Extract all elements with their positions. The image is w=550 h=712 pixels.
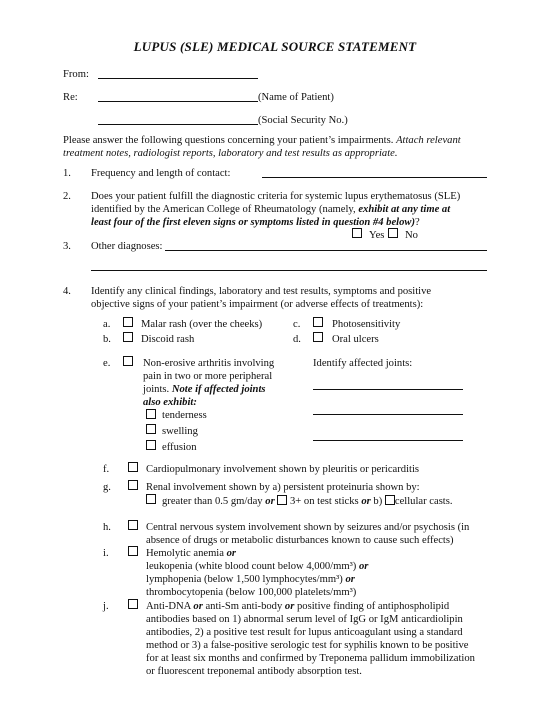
item-c-text: Photosensitivity: [332, 319, 401, 330]
q4-line2: objective signs of your patient’s impairment (or adverse effects of treatments):: [91, 299, 424, 310]
affected-joints-field-1[interactable]: [313, 389, 463, 390]
item-i-line2: [146, 560, 368, 573]
item-i-letter: i.: [103, 548, 109, 559]
item-a-text: Malar rash (over the cheeks): [141, 319, 263, 330]
item-g-or2: or: [361, 496, 371, 507]
item-j-checkbox[interactable]: [128, 599, 138, 612]
item-j-line4: method or 3) a false-positive serologic test for syphilis known to be positive: [146, 640, 469, 651]
item-i-or-2: or: [358, 561, 369, 572]
item-i-line3: [146, 573, 355, 586]
item-j-line6: or fluorescent treponemal antibody absorption test.: [146, 666, 362, 677]
intro-paragraph: [63, 134, 493, 160]
q4-number: 4.: [63, 286, 71, 297]
item-e-line4-bold: also exhibit:: [143, 397, 197, 408]
item-g-b-prefix: b): [373, 496, 383, 507]
item-e-checkbox[interactable]: [123, 356, 133, 369]
tenderness-label: tenderness: [162, 410, 207, 421]
patient-name-label: (Name of Patient): [258, 92, 334, 103]
affected-joints-label: Identify affected joints:: [313, 358, 413, 369]
swelling-checkbox[interactable]: [146, 424, 156, 437]
q2-number: 2.: [63, 191, 71, 202]
intro-text: Please answer the following questions concerning your patient’s impairments.: [63, 135, 394, 146]
q2-line2-bold: exhibit at any time at: [358, 204, 451, 215]
q2-line2-plain: identified by the American College of Rheumatology (namely,: [91, 204, 356, 215]
item-j-letter: j.: [103, 601, 109, 612]
item-g-options: [162, 495, 453, 508]
q2-no-checkbox[interactable]: [388, 228, 398, 241]
item-j-or-1: or: [193, 601, 203, 612]
item-c-letter: c.: [293, 319, 301, 330]
item-j-or-2: or: [284, 601, 295, 612]
item-e-line3: [143, 383, 266, 396]
q2-line2: [91, 203, 450, 216]
item-b-letter: b.: [103, 334, 111, 345]
item-e-line3-plain: joints.: [143, 384, 170, 395]
item-a-letter: a.: [103, 319, 111, 330]
q3-number: 3.: [63, 241, 71, 252]
lymphopenia-text: lymphopenia (below 1,500 lymphocytes/mm³): [146, 574, 343, 585]
q1-text: Frequency and length of contact:: [91, 168, 231, 179]
proteinuria-sticks-checkbox[interactable]: [277, 495, 287, 505]
q2-no-label: No: [405, 230, 418, 241]
item-i-or-3: or: [345, 574, 355, 585]
anti-dna-text: Anti-DNA: [146, 601, 191, 612]
item-e-line4: [143, 396, 197, 409]
item-d-checkbox[interactable]: [313, 332, 323, 345]
cellular-casts-label: cellular casts.: [394, 496, 453, 507]
item-h-line2: absence of drugs or metabolic disturbances known to cause such effects): [146, 535, 454, 546]
q4-line1: Identify any clinical findings, laboratory and test results, symptoms and positive: [91, 286, 432, 297]
q2-yes-checkbox[interactable]: [352, 228, 362, 241]
antiphospholipid-text: positive finding of antiphospholipid: [297, 601, 450, 612]
swelling-label: swelling: [162, 426, 198, 437]
ssn-label: (Social Security No.): [258, 115, 348, 126]
q3-text: Other diagnoses:: [91, 241, 163, 252]
item-i-line4: thrombocytopenia (below 100,000 platelets/mm³): [146, 587, 357, 598]
from-field[interactable]: [98, 78, 258, 79]
item-i-checkbox[interactable]: [128, 546, 138, 559]
leukopenia-text: leukopenia (white blood count below 4,000/mm³): [146, 561, 357, 572]
effusion-label: effusion: [162, 442, 197, 453]
item-h-letter: h.: [103, 522, 111, 533]
q2-line3-end: ?: [415, 217, 420, 228]
form-title: LUPUS (SLE) MEDICAL SOURCE STATEMENT: [133, 39, 417, 54]
item-g-line1: Renal involvement shown by a) persistent proteinuria shown by:: [146, 482, 420, 493]
q2-line1: Does your patient fulfill the diagnostic criteria for systemic lupus erythematosus (SLE): [91, 191, 461, 202]
item-e-letter: e.: [103, 358, 111, 369]
item-i-or-1: or: [226, 548, 237, 559]
proteinuria-sticks-label: 3+ on test sticks: [290, 496, 359, 507]
item-c-checkbox[interactable]: [313, 317, 323, 330]
cellular-casts-checkbox[interactable]: [385, 495, 395, 505]
re-label: Re:: [63, 92, 78, 103]
hemolytic-anemia-text: Hemolytic anemia: [146, 548, 224, 559]
item-e-line2: pain in two or more peripheral: [143, 371, 273, 382]
item-j-line5: for at least six months and confirmed by Treponema pallidum immobilization: [146, 653, 475, 664]
ssn-field[interactable]: [98, 124, 258, 125]
patient-name-field[interactable]: [98, 101, 258, 102]
item-h-line1: Central nervous system involvement shown by seizures and/or psychosis (in: [146, 522, 470, 533]
item-g-letter: g.: [103, 482, 111, 493]
q2-line3-bold: least four of the first eleven signs or symptoms listed in question #4 below): [91, 217, 416, 228]
q1-number: 1.: [63, 168, 71, 179]
item-i-line1: [146, 547, 236, 560]
from-label: From:: [63, 69, 89, 80]
affected-joints-field-3[interactable]: [313, 440, 463, 441]
item-h-checkbox[interactable]: [128, 520, 138, 533]
q2-yes-label: Yes: [369, 230, 385, 241]
item-e-line1: Non-erosive arthritis involving: [143, 358, 275, 369]
other-diagnoses-field-2[interactable]: [91, 270, 487, 271]
item-g-checkbox[interactable]: [128, 480, 138, 493]
other-diagnoses-field-1[interactable]: [165, 250, 487, 251]
q2-line3: [91, 216, 420, 229]
contact-frequency-field[interactable]: [262, 177, 487, 178]
item-b-text: Discoid rash: [141, 334, 195, 345]
item-f-checkbox[interactable]: [128, 462, 138, 475]
item-j-line1: [146, 600, 449, 613]
item-a-checkbox[interactable]: [123, 317, 133, 330]
item-d-letter: d.: [293, 334, 301, 345]
item-j-line3: antibodies, 2) a positive test result for lupus anticoagulant using a standard: [146, 627, 463, 638]
item-f-letter: f.: [103, 464, 110, 475]
effusion-checkbox[interactable]: [146, 440, 156, 453]
item-d-text: Oral ulcers: [332, 334, 379, 345]
item-e-line3-bold: Note if affected joints: [171, 384, 266, 395]
item-b-checkbox[interactable]: [123, 332, 133, 345]
intro-attach-note: Attach relevant treatment notes, radiologist reports, laboratory and test results as appropriate.: [63, 135, 461, 159]
item-g-or1: or: [265, 496, 275, 507]
item-j-line2: antibodies based on 1) abnormal serum level of IgG or IgM anticardiolipin: [146, 614, 463, 625]
item-f-text: Cardiopulmonary involvement shown by pleuritis or pericarditis: [146, 464, 420, 475]
proteinuria-gm-checkbox[interactable]: [146, 494, 156, 507]
anti-sm-text: anti-Sm anti-body: [205, 601, 283, 612]
proteinuria-gm-label: greater than 0.5 gm/day: [162, 496, 263, 507]
tenderness-checkbox[interactable]: [146, 409, 156, 422]
affected-joints-field-2[interactable]: [313, 414, 463, 415]
